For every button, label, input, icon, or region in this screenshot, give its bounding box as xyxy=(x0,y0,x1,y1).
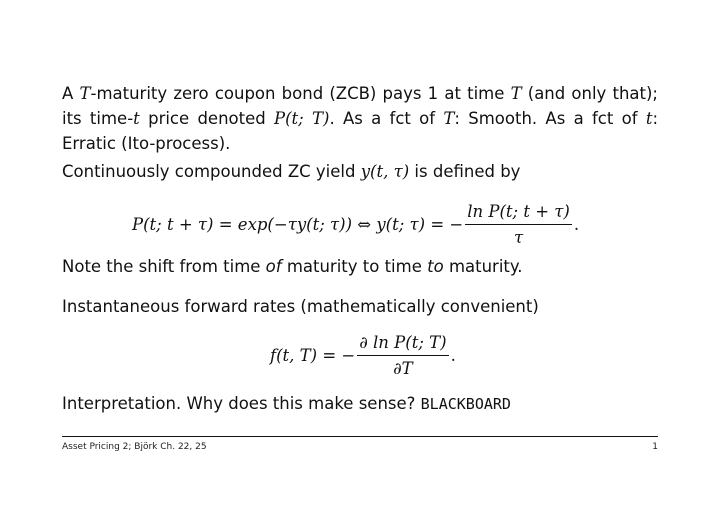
math-yield: y(t, τ) xyxy=(360,162,410,181)
paragraph-interpretation: Interpretation. Why does this make sense? BLACKBOARD xyxy=(62,394,511,413)
equation-forward-rate xyxy=(270,333,456,378)
paragraph-forward-rates: Instantaneous forward rates (mathematically convenient) xyxy=(62,297,539,316)
emphasis-of: of xyxy=(265,257,282,276)
math-t: t xyxy=(133,109,140,128)
blackboard-label: BLACKBOARD xyxy=(420,395,511,413)
math-T: T xyxy=(443,109,455,128)
fraction-denominator: ∂T xyxy=(393,359,413,378)
equation-yield xyxy=(132,202,579,247)
fraction xyxy=(357,333,448,378)
paragraph-zcb-definition: A T-maturity zero coupon bond (ZCB) pays 1 at time T (and only that); its time-t price denoted P(t; T). As a fct of T: Smooth. As a fct of t: Erratic (Ito-process). xyxy=(62,84,659,153)
fraction-numerator: ∂ ln P(t; T) xyxy=(357,333,448,356)
equation-forward-lhs: f(t, T) = − xyxy=(270,346,356,365)
fraction-denominator: τ xyxy=(513,228,524,247)
footer-divider xyxy=(62,436,658,437)
equation-period: . xyxy=(450,346,456,365)
math-T: T xyxy=(510,84,522,103)
emphasis-to: to xyxy=(427,257,444,276)
math-T: T xyxy=(79,84,91,103)
math-price: P(t; T) xyxy=(274,109,330,128)
footer-page-number: 1 xyxy=(652,442,658,452)
paragraph-shift-note: Note the shift from time of maturity to time to maturity. xyxy=(62,257,523,276)
math-t: t xyxy=(645,109,653,128)
footer-course-label: Asset Pricing 2; Björk Ch. 22, 25 xyxy=(62,442,207,452)
equation-period: . xyxy=(573,215,580,234)
paragraph-yield-definition: Continuously compounded ZC yield y(t, τ) is defined by xyxy=(62,162,521,181)
equation-yield-lhs: P(t; t + τ) = exp(−τy(t; τ)) ⇔ y(t; τ) = − xyxy=(132,215,464,234)
fraction xyxy=(465,202,572,247)
fraction-numerator: ln P(t; t + τ) xyxy=(465,202,572,225)
